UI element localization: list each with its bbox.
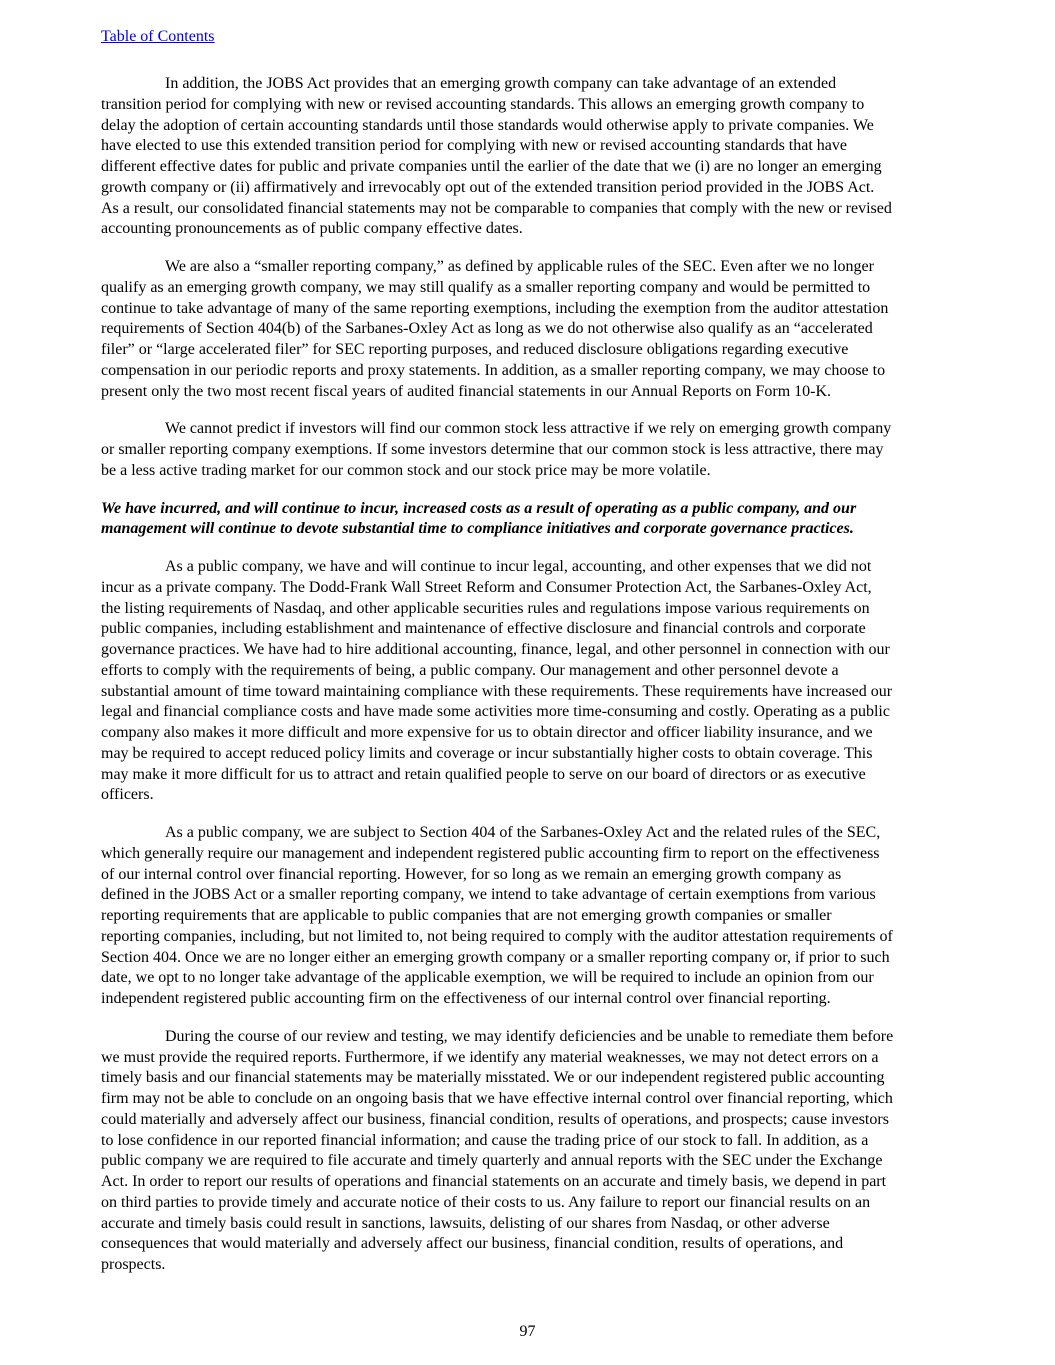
text-line: We are also a “smaller reporting company,” as defined by applicable rules of the SEC. Even after we no longer — [165, 258, 874, 275]
table-of-contents-link[interactable]: Table of Contents — [101, 28, 215, 45]
document-body — [101, 74, 961, 1293]
text-line: compensation in our periodic reports and proxy statements. In addition, as a smaller reporting company, we may choose to — [101, 361, 886, 379]
text-line: continue to take advantage of many of the same reporting exemptions, including the exemption from the auditor attestation — [101, 299, 889, 317]
page-number: 97 — [519, 1323, 536, 1340]
text-line: be a less active trading market for our common stock and our stock price may be more volatile. — [101, 461, 711, 479]
text-line: public company we are required to file accurate and timely quarterly and annual reports with the SEC under the Exchange — [101, 1152, 883, 1170]
heading-line: We have incurred, and will continue to incur, increased costs as a result of operating as a public company, and our — [101, 499, 857, 517]
paragraph-investor-attractiveness — [101, 419, 961, 481]
text-line: to lose confidence in our reported financial information; and cause the trading price of our stock to fall. In addition, as a — [101, 1131, 869, 1149]
text-line: we must provide the required reports. Furthermore, if we identify any material weaknesses, we may not detect errors on a — [101, 1048, 879, 1066]
text-line: officers. — [101, 786, 154, 804]
text-line: reporting companies, including, but not limited to, not being required to comply with the auditor attestation requirements of — [101, 927, 893, 945]
text-line: incur as a private company. The Dodd-Frank Wall Street Reform and Consumer Protection Act, the Sarbanes-Oxley Act, — [101, 578, 872, 596]
paragraph-section-404 — [101, 823, 961, 1010]
text-line: on third parties to provide timely and accurate notice of their costs to us. Any failure to report our financial results on an — [101, 1193, 871, 1211]
text-line: During the course of our review and testing, we may identify deficiencies and be unable to remediate them before — [165, 1027, 894, 1045]
heading-line: management will continue to devote substantial time to compliance initiatives and corporate governance practices. — [101, 520, 854, 538]
text-line: qualify as an emerging growth company, we may still qualify as a smaller reporting company and would be permitted to — [101, 278, 871, 296]
text-line: legal and financial compliance costs and have made some activities more time-consuming and costly. Operating as a public — [101, 703, 890, 721]
paragraph-smaller-reporting-company — [101, 257, 961, 402]
text-line: firm may not be able to conclude on an ongoing basis that we have effective internal control over financial reporting, which — [101, 1090, 893, 1107]
text-line: filer” or “large accelerated filer” for SEC reporting purposes, and reduced disclosure obligations regarding executive — [101, 341, 849, 358]
text-line: could materially and adversely affect our business, financial condition, results of operations, and prospects; cause investors — [101, 1110, 889, 1128]
text-line: We cannot predict if investors will find our common stock less attractive if we rely on emerging growth company — [165, 420, 892, 438]
paragraph-review-and-testing — [101, 1027, 961, 1276]
text-line: accounting pronouncements as of public company effective dates. — [101, 220, 523, 238]
text-line: or smaller reporting company exemptions. If some investors determine that our common stock is less attractive, there may — [101, 441, 884, 458]
text-line: have elected to use this extended transition period for complying with new or revised accounting standards that have — [101, 137, 847, 155]
text-line: Act. In order to report our results of operations and financial statements on an accurate and timely basis, we depend in part — [101, 1173, 887, 1190]
text-line: In addition, the JOBS Act provides that an emerging growth company can take advantage of an extended — [165, 75, 837, 92]
paragraph-public-company-expenses — [101, 557, 961, 806]
paragraph-jobs-act-transition — [101, 74, 961, 240]
text-line: consequences that would materially and adversely affect our business, financial condition, results of operations, and — [101, 1235, 844, 1253]
text-line: As a result, our consolidated financial statements may not be comparable to companies that comply with the new or revised — [101, 199, 892, 217]
text-line: reporting requirements that are applicable to public companies that are not emerging growth companies or smaller — [101, 907, 832, 924]
text-line: may be required to accept reduced policy limits and coverage or incur substantially higher costs to obtain coverage. This — [101, 744, 873, 762]
risk-factor-heading — [101, 499, 961, 541]
text-line: delay the adoption of certain accounting standards until those standards would otherwise apply to private companies. We — [101, 116, 874, 134]
text-line: may make it more difficult for us to attract and retain qualified people to serve on our board of directors or as executive — [101, 765, 866, 783]
text-line: Section 404. Once we are no longer either an emerging growth company or a smaller reporting company or, if prior to such — [101, 948, 890, 966]
text-line: substantial amount of time toward maintaining compliance with these requirements. These requirements have increased our — [101, 682, 893, 700]
text-line: present only the two most recent fiscal years of audited financial statements in our Annual Reports on Form 10-K. — [101, 382, 832, 400]
text-line: different effective dates for public and private companies until the earlier of the date that we (i) are no longer an emerging — [101, 158, 882, 175]
text-line: defined in the JOBS Act or a smaller reporting company, we intend to take advantage of certain exemptions from various — [101, 886, 876, 904]
text-line: transition period for complying with new or revised accounting standards. This allows an emerging growth company to — [101, 95, 865, 113]
text-line: governance practices. We have had to hire additional accounting, finance, legal, and other personnel in connection with our — [101, 641, 890, 658]
text-line: As a public company, we have and will continue to incur legal, accounting, and other expenses that we did not — [165, 558, 872, 575]
text-line: growth company or (ii) affirmatively and irrevocably opt out of the extended transition period provided in the JOBS Act. — [101, 178, 875, 196]
text-line: independent registered public accounting firm on the effectiveness of our internal control over financial reporting. — [101, 990, 831, 1007]
text-line: efforts to comply with the requirements of being, a public company. Our management and other personnel devote a — [101, 661, 839, 679]
text-line: timely basis and our financial statements may be materially misstated. We or our independent registered public accounting — [101, 1069, 885, 1087]
text-line: As a public company, we are subject to Section 404 of the Sarbanes-Oxley Act and the related rules of the SEC, — [165, 824, 881, 841]
text-line: company also makes it more difficult and more expensive for us to obtain director and officer liability insurance, and we — [101, 724, 873, 741]
text-line: the listing requirements of Nasdaq, and other applicable securities rules and regulations impose various requirements on — [101, 599, 870, 617]
text-line: public companies, including establishment and maintenance of effective disclosure and financial controls and corporate — [101, 620, 866, 638]
text-line: accurate and timely basis could result in sanctions, lawsuits, delisting of our shares from Nasdaq, or other adverse — [101, 1214, 830, 1232]
text-line: of our internal control over financial reporting. However, for so long as we remain an emerging growth company as — [101, 865, 842, 883]
text-line: which generally require our management and independent registered public accounting firm to report on the effectiveness — [101, 844, 880, 862]
text-line: requirements of Section 404(b) of the Sarbanes-Oxley Act as long as we do not otherwise also qualify as an “accelerated — [101, 320, 873, 338]
text-line: date, we opt to no longer take advantage of the applicable exemption, we will be required to include an opinion from our — [101, 969, 874, 987]
text-line: prospects. — [101, 1256, 166, 1273]
